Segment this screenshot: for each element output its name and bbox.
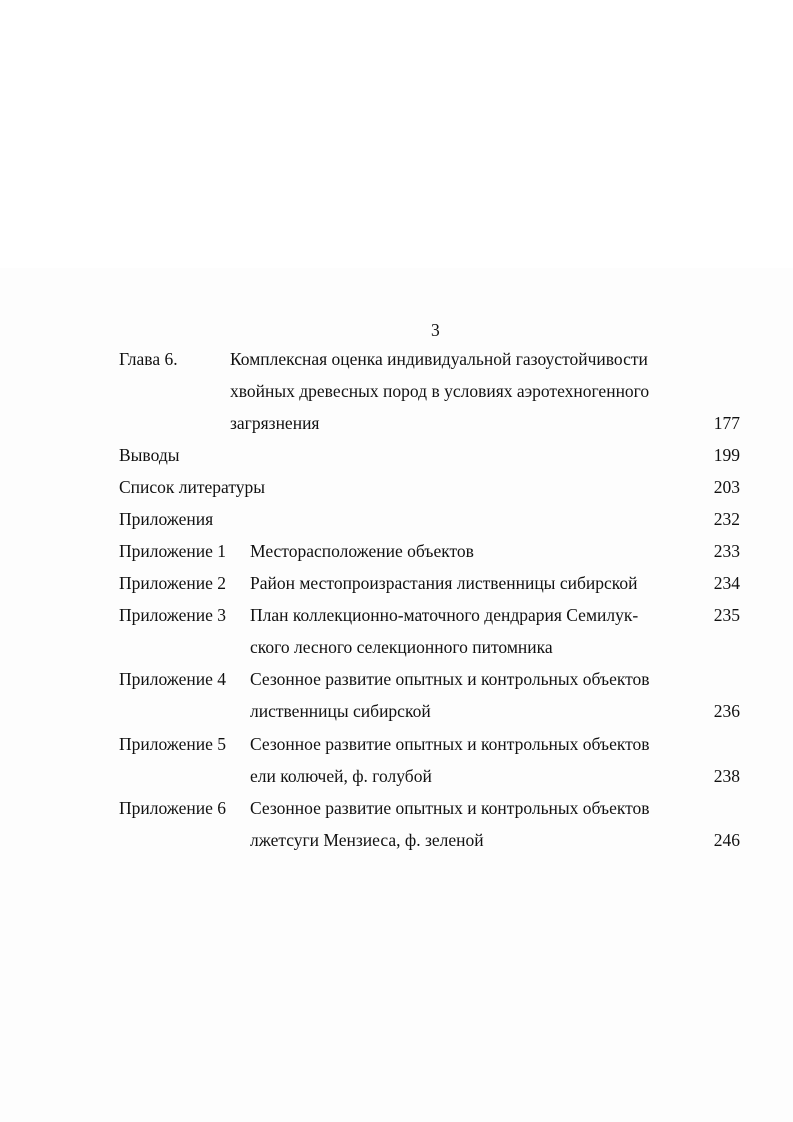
appendix-5-page: 238 [713, 766, 740, 786]
chapter-6-title-line-1: Комплексная оценка индивидуальной газоустойчивости [230, 349, 648, 369]
appendix-2-label: Приложение 2 [119, 573, 227, 593]
conclusions-label: Выводы [119, 445, 180, 465]
appendix-6-page: 246 [713, 830, 740, 850]
appendix-2-title: Район местопроизрастания лиственницы сибирской [250, 573, 638, 593]
chapter-6-label: Глава 6. [119, 349, 178, 369]
appendix-4-label: Приложение 4 [119, 669, 227, 689]
appendix-1-page: 233 [713, 541, 740, 561]
references-label: Список литературы [119, 477, 266, 497]
references-page: 203 [713, 477, 740, 497]
appendix-1-label: Приложение 1 [119, 541, 227, 561]
appendices-page: 232 [713, 509, 740, 529]
appendix-6-title-line-1: Сезонное развитие опытных и контрольных объектов [250, 798, 650, 818]
appendix-4-title-line-1: Сезонное развитие опытных и контрольных объектов [250, 669, 650, 689]
appendix-3-title-line-2: ского лесного селекционного питомника [250, 637, 553, 657]
appendix-5-title-line-2: ели колючей, ф. голубой [250, 766, 432, 786]
appendix-5-title-line-1: Сезонное развитие опытных и контрольных объектов [250, 734, 650, 754]
appendix-3-page: 235 [713, 605, 740, 625]
appendix-6-label: Приложение 6 [119, 798, 227, 818]
chapter-6-title-line-2: хвойных древесных пород в условиях аэротехногенного [230, 381, 650, 401]
appendix-3-label: Приложение 3 [119, 605, 227, 625]
appendices-label: Приложения [119, 509, 214, 529]
chapter-6-page: 177 [713, 413, 740, 433]
appendix-4-page: 236 [713, 701, 740, 721]
page-number: 3 [431, 320, 440, 340]
appendix-5-label: Приложение 5 [119, 734, 227, 754]
chapter-6-title-line-3: загрязнения [230, 413, 320, 433]
conclusions-page: 199 [713, 445, 740, 465]
appendix-2-page: 234 [713, 573, 740, 593]
appendix-3-title-line-1: План коллекционно-маточного дендрария Семилук- [250, 605, 639, 625]
appendix-1-title: Месторасположение объектов [250, 541, 474, 561]
appendix-4-title-line-2: лиственницы сибирской [250, 701, 431, 721]
appendix-6-title-line-2: лжетсуги Мензиеса, ф. зеленой [250, 830, 484, 850]
